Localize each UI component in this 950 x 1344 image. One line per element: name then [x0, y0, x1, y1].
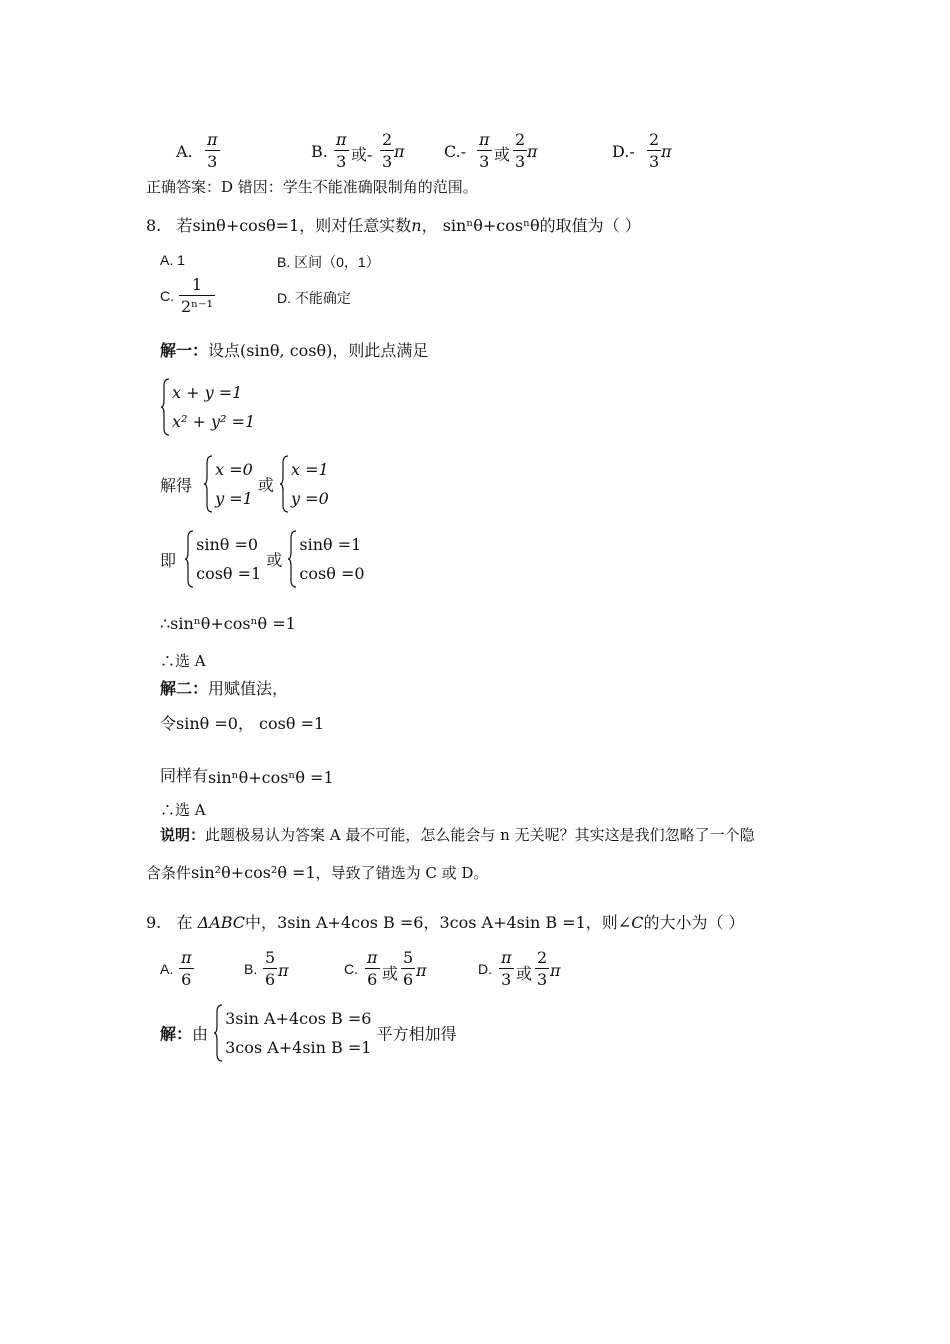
- q7-option-d-pi: π: [661, 142, 672, 161]
- q8-system-2b-row-2: y =0: [291, 489, 329, 508]
- q8-system-2a-row-2: y =1: [215, 489, 253, 508]
- q9-stem-text-2: 中，: [245, 913, 278, 932]
- q8-system-1: [160, 378, 255, 436]
- q9-option-d: D.: [478, 961, 492, 977]
- q8-note-text-2b: ，导致了错选为 C 或 D。: [315, 864, 489, 882]
- q8-system-2: [160, 455, 329, 513]
- q9-option-b: B.: [244, 961, 258, 977]
- q8-solution-1-text: 设点: [208, 341, 241, 360]
- q8-option-c: C.: [160, 288, 174, 304]
- q8-system-2b-row-1: x =1: [291, 460, 329, 479]
- q8-solution-1: [160, 338, 428, 361]
- q9-solution-by: 由: [192, 1024, 209, 1044]
- q8-system-3b-row-1: sinθ =1: [299, 535, 362, 554]
- q9-equation-1: 3sin A+4cos B =6: [277, 913, 424, 932]
- q7-option-b-or: 或-: [351, 145, 373, 164]
- q9-option-c-frac2: $\frac{5}{6}$: [403, 948, 414, 989]
- q9-option-c-pi: π: [416, 961, 427, 980]
- q8-option-a: A. 1: [160, 252, 185, 268]
- q7-option-c-frac1: $\frac{\pi}{3}$: [479, 130, 490, 171]
- q8-system-1-row-1: x + y =1: [172, 383, 243, 402]
- q8-note-text-1: 此题极易认为答案 A 最不可能，怎么能会与 n 无关呢？其实这是我们忽略了一个隐: [205, 826, 755, 844]
- q7-option-c-frac2: $\frac{2}{3}$: [515, 130, 526, 171]
- q8-condition: sinθ+cosθ=1: [192, 216, 300, 235]
- q9-option-a-frac: $\frac{\pi}{6}$: [181, 948, 192, 989]
- q8-system-3a-row-2: cosθ =1: [196, 564, 262, 583]
- q8-solution-1-tail: ，则此点满足: [332, 341, 429, 360]
- q8-solve-label: 解得: [160, 475, 193, 495]
- q7-option-c-pi: π: [527, 142, 538, 161]
- q9-solution-tail: 平方相加得: [376, 1024, 457, 1044]
- q9-option-d-frac1: $\frac{\pi}{3}$: [501, 948, 512, 989]
- q9-number: 9.: [146, 913, 162, 932]
- q8-or-1: 或: [257, 475, 274, 495]
- q7-option-c-or: 或: [494, 145, 511, 164]
- q9-stem: [146, 910, 745, 933]
- q8-system-3a-row-1: sinθ =0: [196, 535, 259, 554]
- q8-or-2: 或: [266, 550, 283, 570]
- q8-solution-1-label: 解一：: [160, 343, 209, 360]
- q9-option-b-frac: $\frac{5}{6}$: [265, 948, 276, 989]
- q9-option-d-pi: π: [550, 961, 561, 980]
- q9-option-c: C.: [344, 961, 358, 977]
- q8-number: 8.: [146, 216, 162, 235]
- q8-expression: sinⁿθ+cosⁿθ: [442, 216, 540, 235]
- q7-option-b-pi: π: [394, 142, 405, 161]
- q9-option-a: A.: [160, 961, 174, 977]
- q8-stem-text: 若: [176, 216, 193, 235]
- q7-option-d: D.-: [612, 142, 635, 161]
- q8-same: [160, 763, 334, 786]
- q8-option-c-frac: $\frac{1}{\text{2ⁿ⁻¹}}$: [181, 275, 213, 316]
- q8-note-expr: sin²θ+cos²θ =1: [191, 863, 316, 882]
- q9-option-c-frac1: $\frac{\pi}{6}$: [367, 948, 378, 989]
- q9-option-d-or: 或: [516, 964, 533, 983]
- q9-system-row-1: 3sin A+4cos B =6: [225, 1009, 372, 1028]
- q7-option-a: A.: [176, 142, 193, 161]
- q7-option-b-frac2: $\frac{2}{3}$: [382, 130, 393, 171]
- q8-variable-n: n: [411, 216, 422, 235]
- q8-note-text-2a: 含条件: [146, 864, 192, 882]
- q9-triangle: ΔABC: [197, 913, 246, 932]
- q9-option-c-or: 或: [382, 964, 399, 983]
- q7-answer: 正确答案：D 错因：学生不能准确限制角的范围。: [146, 178, 478, 196]
- q8-note-line-2: [146, 862, 488, 883]
- q8-let-label: 令: [160, 714, 177, 733]
- q9-stem-text-3: ，则: [585, 913, 618, 932]
- q8-option-d: D. 不能确定: [277, 290, 351, 306]
- q8-choose-1: ∴选 A: [160, 652, 206, 670]
- q8-solution-2: [160, 676, 288, 699]
- q8-choose-2: ∴选 A: [160, 801, 206, 819]
- q7-option-d-frac: $\frac{2}{3}$: [649, 130, 660, 171]
- q7-option-b-frac1: $\frac{\pi}{3}$: [336, 130, 347, 171]
- q9-solution: [160, 1004, 457, 1062]
- q8-stem-tail: 的取值为（ ）: [539, 216, 641, 235]
- q8-point: (sinθ, cosθ): [240, 341, 333, 360]
- q8-system-2a-row-1: x =0: [215, 460, 253, 479]
- q9-system-row-2: 3cos A+4sin B =1: [225, 1038, 372, 1057]
- q8-same-label: 同样有: [160, 766, 209, 785]
- q8-therefore-1: ∴sinⁿθ+cosⁿθ =1: [160, 614, 296, 633]
- q9-comma: ，: [423, 913, 440, 932]
- q8-solution-2-label: 解二：: [160, 681, 209, 698]
- q8-system-3: [160, 530, 365, 588]
- q9-solution-label: 解：: [160, 1026, 193, 1044]
- q8-solution-2-text: 用赋值法，: [208, 679, 289, 698]
- q9-option-b-pi: π: [278, 961, 289, 980]
- q8-system-3b-row-2: cosθ =0: [299, 564, 365, 583]
- q7-option-b: B.: [311, 142, 328, 161]
- q8-note-line-1: [160, 824, 755, 845]
- q7-option-a-frac: $\frac{\pi}{3}$: [207, 130, 218, 171]
- q8-stem-text-2: ，则对任意实数: [299, 216, 412, 235]
- q9-stem-text: 在: [176, 913, 193, 932]
- q7-option-c: C.-: [444, 142, 467, 161]
- q8-let: [160, 711, 324, 734]
- q8-system-1-row-2: x² + y² =1: [172, 412, 256, 431]
- q8-same-expr: sinⁿθ+cosⁿθ =1: [208, 768, 334, 787]
- q8-ie-label: 即: [160, 550, 177, 570]
- q9-angle: ∠C: [617, 913, 644, 932]
- q9-stem-tail: 的大小为（ ）: [643, 913, 745, 932]
- q9-option-d-frac2: $\frac{2}{3}$: [537, 948, 548, 989]
- q8-let-expr: sinθ =0， cosθ =1: [176, 714, 325, 733]
- q8-comma: ，: [421, 216, 438, 235]
- q9-equation-2: 3cos A+4sin B =1: [439, 913, 586, 932]
- q8-option-b: B. 区间（0，1）: [277, 254, 380, 270]
- q8-note-label: 说明：: [160, 827, 206, 844]
- q8-stem: [146, 213, 641, 236]
